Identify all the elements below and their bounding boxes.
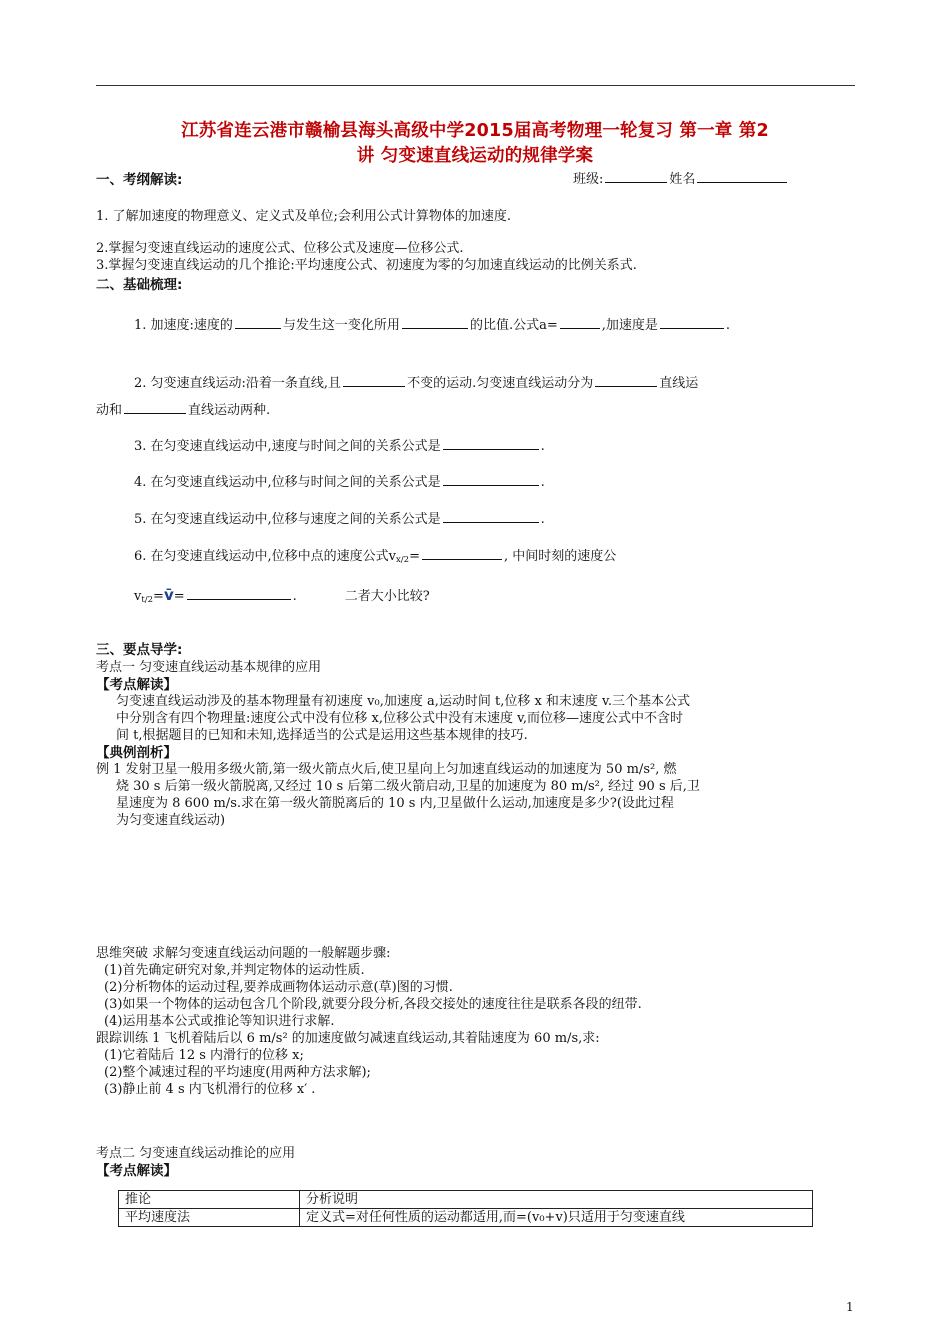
q3-dot: . <box>540 439 545 454</box>
jiedu-line-1: 匀变速直线运动涉及的基本物理量有初速度 v₀,加速度 a,运动时间 t,位移 x 和末速度 v.三个基本公式 <box>116 694 690 709</box>
q2-text-a: 2. 匀变速直线运动:沿着一条直线,且 <box>134 376 342 391</box>
question-4 <box>134 471 545 490</box>
doc-title-line1: 江苏省连云港市赣榆县海头高级中学2015届高考物理一轮复习 第一章 第2 <box>181 121 769 141</box>
q3-text: 3. 在匀变速直线运动中,速度与时间之间的关系公式是 <box>134 439 441 454</box>
name-label: 姓名 <box>669 172 696 187</box>
exercise-line-2: (1)它着陆后 12 s 内滑行的位移 x; <box>104 1048 304 1063</box>
class-blank[interactable] <box>605 170 667 183</box>
table-header-cell: 推论 <box>119 1191 300 1209</box>
q7-v: v <box>134 589 142 604</box>
q1-text-e: . <box>725 318 730 333</box>
section1-heading: 一、考纲解读: <box>96 172 183 188</box>
q1-blank-2[interactable] <box>402 316 468 329</box>
q2-text-b: 不变的运动.匀变速直线运动分为 <box>407 376 594 391</box>
point2-title: 考点二 匀变速直线运动推论的应用 <box>96 1146 296 1161</box>
question-6 <box>134 545 616 565</box>
exercise-line-4: (3)静止前 4 s 内飞机滑行的位移 x′ . <box>104 1082 316 1097</box>
q1-text-a: 1. 加速度:速度的 <box>134 318 233 333</box>
example-line-2: 烧 30 s 后第一级火箭脱离,又经过 10 s 后第二级火箭启动,卫星的加速度为 80 m/s², 经过 90 s 后,卫 <box>116 779 700 794</box>
question-2-line2 <box>96 399 270 418</box>
q7-eq2: = <box>173 589 185 604</box>
q6-text-b: , 中间时刻的速度公 <box>504 549 617 564</box>
q5-dot: . <box>540 512 545 527</box>
exercise-line-1: 跟踪训练 1 飞机着陆后以 6 m/s² 的加速度做匀减速直线运动,其着陆速度为 60 m/s,求: <box>96 1031 600 1046</box>
q5-text: 5. 在匀变速直线运动中,位移与速度之间的关系公式是 <box>134 512 441 527</box>
q6-subscript: x/2 <box>396 555 410 565</box>
question-3 <box>134 435 545 454</box>
page-number: 1 <box>846 1300 854 1314</box>
outline-item-2: 2.掌握匀变速直线运动的速度公式、位移公式及速度—位移公式. <box>96 241 464 256</box>
question-6-cont <box>134 585 430 605</box>
q4-text: 4. 在匀变速直线运动中,位移与时间之间的关系公式是 <box>134 475 441 490</box>
q2-blank-1[interactable] <box>343 374 405 387</box>
q2-blank-2[interactable] <box>595 374 657 387</box>
q1-text-d: ,加速度是 <box>601 318 658 333</box>
q3-blank[interactable] <box>443 437 539 450</box>
name-blank[interactable] <box>697 170 787 183</box>
section3-heading: 三、要点导学: <box>96 642 183 658</box>
question-1 <box>134 314 730 333</box>
q6-blank[interactable] <box>422 547 502 560</box>
q4-dot: . <box>540 475 545 490</box>
q6-text-a: 6. 在匀变速直线运动中,位移中点的速度公式v <box>134 549 397 564</box>
q2-text-c: 直线运 <box>659 376 699 391</box>
jiedu-label: 【考点解读】 <box>96 677 177 693</box>
q4-blank[interactable] <box>443 473 539 486</box>
outline-item-3: 3.掌握匀变速直线运动的几个推论:平均速度公式、初速度为零的匀加速直线运动的比例关系式. <box>96 258 637 273</box>
question-5 <box>134 508 545 527</box>
doc-title-line2: 讲 匀变速直线运动的规律学案 <box>356 146 594 166</box>
q7-blank[interactable] <box>187 587 291 600</box>
jiedu-line-2: 中分别含有四个物理量:速度公式中没有位移 x,位移公式中没有末速度 v,而位移—速度公式中不含时 <box>116 711 684 726</box>
v-bar-symbol: v̄ <box>163 586 174 604</box>
q1-blank-1[interactable] <box>235 316 281 329</box>
table-row <box>119 1209 813 1227</box>
jiedu2-label: 【考点解读】 <box>96 1163 177 1179</box>
table-cell: 定义式=对任何性质的运动都适用,而=(v₀+v)只适用于匀变速直线 <box>300 1209 813 1227</box>
jiedu-line-3: 间 t,根据题目的已知和未知,选择适当的公式是运用这些基本规律的技巧. <box>116 728 528 743</box>
thinking-line-1: 思维突破 求解匀变速直线运动问题的一般解题步骤: <box>96 946 391 961</box>
q1-blank-4[interactable] <box>660 316 724 329</box>
q7-dot: . <box>292 589 297 604</box>
q2-text-d: 动和 <box>96 403 123 418</box>
q5-blank[interactable] <box>443 510 539 523</box>
example-line-4: 为匀变速直线运动) <box>116 813 226 828</box>
example-label: 【典例剖析】 <box>96 745 177 761</box>
thinking-line-4: (3)如果一个物体的运动包含几个阶段,就要分段分析,各段交接处的速度往往是联系各段的纽带. <box>104 997 642 1012</box>
q7-compare: 二者大小比较? <box>344 589 430 604</box>
question-2-line1 <box>134 372 698 391</box>
q7-subscript: t/2 <box>141 595 154 605</box>
example-line-3: 星速度为 8 600 m/s.求在第一级火箭脱离后的 10 s 内,卫星做什么运动,加速度是多少?(设此过程 <box>116 796 674 811</box>
exercise-line-3: (2)整个减速过程的平均速度(用两种方法求解); <box>104 1065 371 1080</box>
example-line-1: 例 1 发射卫星一般用多级火箭,第一级火箭点火后,使卫星向上匀加速直线运动的加速度为 50 m/s², 燃 <box>96 762 677 777</box>
thinking-line-5: (4)运用基本公式或推论等知识进行求解. <box>104 1014 335 1029</box>
q1-blank-3[interactable] <box>560 316 600 329</box>
q6-eq: = <box>409 549 420 564</box>
q7-eq: = <box>153 589 164 604</box>
thinking-line-3: (2)分析物体的运动过程,要养成画物体运动示意(草)图的习惯. <box>104 980 453 995</box>
table-header-cell: 分析说明 <box>300 1191 813 1209</box>
point1-title: 考点一 匀变速直线运动基本规律的应用 <box>96 660 322 675</box>
top-rule <box>96 85 855 86</box>
q2-blank-3[interactable] <box>124 401 186 414</box>
inference-table <box>118 1190 813 1227</box>
outline-item-1: 1. 了解加速度的物理意义、定义式及单位;会利用公式计算物体的加速度. <box>96 209 512 224</box>
class-label: 班级: <box>573 172 604 187</box>
table-header-row <box>119 1191 813 1209</box>
q1-text-c: 的比值.公式a= <box>469 318 558 333</box>
section2-heading: 二、基础梳理: <box>96 277 183 293</box>
q2-text-e: 直线运动两种. <box>188 403 271 418</box>
class-name-fields <box>573 168 789 187</box>
table-cell: 平均速度法 <box>119 1209 300 1227</box>
thinking-line-2: (1)首先确定研究对象,并判定物体的运动性质. <box>104 963 365 978</box>
q1-text-b: 与发生这一变化所用 <box>282 318 400 333</box>
